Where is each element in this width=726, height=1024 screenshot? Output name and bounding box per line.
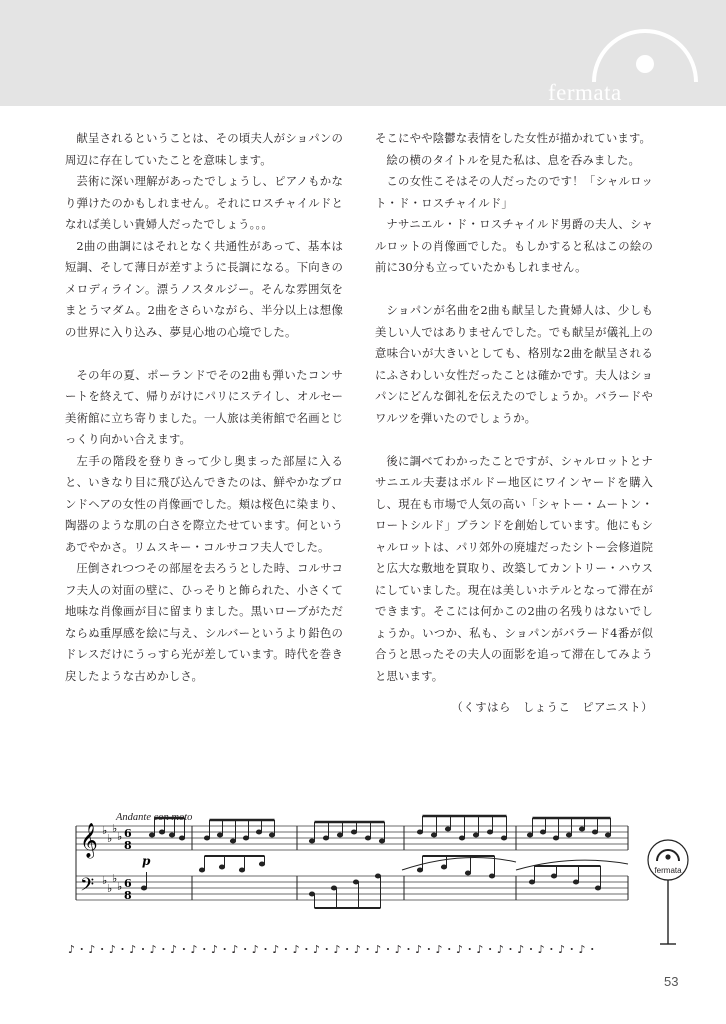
- paragraph: この女性こそはその人だったのです！「シャルロット・ド・ロスチャイルド」: [375, 174, 653, 210]
- tempo-marking: Andante con moto: [116, 812, 193, 823]
- key-signature: [102, 822, 122, 895]
- paragraph-gap: [375, 429, 653, 451]
- svg-text:♭: ♭: [107, 882, 113, 895]
- paragraph: 左手の階段を登りきって少し奥まった部屋に入ると、いきなり目に飛び込んできたのは、鮮やかなブロンドヘアの女性の肖像画でした。頬は桜色に染まり、陶器のような肌の白さを際立たせています。何というあでやかさ。リムスキー・コルサコフ夫人でした。: [65, 453, 343, 554]
- fermata-dot-icon: [665, 854, 670, 859]
- time-signature: [124, 827, 132, 902]
- page-number: 53: [664, 974, 679, 989]
- paragraph: 芸術に深い理解があったでしょうし、ピアノもかなり弾けたのかもしれません。それにロスチャイルドとなれば美しい貴婦人だったでしょう。。。: [65, 174, 343, 231]
- treble-clef-icon: 𝄞: [80, 823, 98, 858]
- bass-clef-icon: 𝄢: [80, 875, 95, 900]
- paragraph: ショパンが名曲を2曲も献呈した貴婦人は、少しも美しい人ではありませんでした。でも献呈が儀礼上の意味合いが大きいとしても、格別な2曲を献呈されるにふさわしい女性だったことは確かです。夫人はショパンにどんな御礼を伝えたのでしょうか。バラードやワルツを弾いたのでしょうか。: [375, 303, 653, 425]
- fermata-badge: [646, 838, 690, 948]
- svg-text:8: 8: [124, 839, 132, 852]
- dynamic-marking: p: [142, 854, 151, 868]
- paragraph: 献呈されるということは、その頃夫人がショパンの周辺に存在していたことを意味します。: [65, 131, 343, 167]
- paragraph-gap: [65, 343, 343, 365]
- svg-text:♭: ♭: [112, 872, 118, 885]
- slurs: [402, 858, 628, 871]
- svg-text:♭: ♭: [117, 830, 123, 843]
- svg-text:♭: ♭: [117, 880, 123, 893]
- article-column-right: [375, 128, 653, 719]
- paragraph: 圧倒されつつその部屋を去ろうとした時、コルサコフ夫人の対面の壁に、ひっそりと飾られた、小さくて地味な肖像画が目に留まりました。黒いローブがただならぬ重厚感を絵に与え、シルバーというより鉛色のドレスだけにうっすら光が差しています。時代を巻き戻したような古めかしさ。: [65, 561, 343, 683]
- article-column-left: [65, 128, 343, 687]
- fermata-badge-label: fermata: [654, 866, 682, 875]
- treble-notes: [149, 816, 610, 843]
- author-signature: （くすはら しょうこ ピアニスト）: [451, 700, 653, 714]
- paragraph: ナサニエル・ド・ロスチャイルド男爵の夫人、シャルロットの肖像画でした。もしかすると私はこの絵の前に30分も立っていたかもしれません。: [375, 217, 653, 274]
- svg-text:8: 8: [124, 889, 132, 902]
- svg-text:♭: ♭: [102, 824, 108, 837]
- svg-text:♭: ♭: [102, 874, 108, 887]
- paragraph-gap: [375, 279, 653, 301]
- fermata-dot-icon: [636, 55, 654, 73]
- music-score: [72, 810, 632, 915]
- paragraph: 2曲の曲調にはそれとなく共通性があって、基本は短調、そして薄日が差すように長調になる。下向きのメロディライン。漂うノスタルジー。そんな雰囲気をまとうマダム。2曲をさらいながら、半分以上は想像の世界に入り込み、夢見心地の心境でした。: [65, 238, 343, 339]
- svg-text:♭: ♭: [112, 822, 118, 835]
- svg-text:6: 6: [124, 877, 132, 890]
- paragraph: その年の夏、ポーランドでその2曲も弾いたコンサートを終えて、帰りがけにパリにステイし、オルセー美術館に立ち寄りました。一人旅は美術館で名画とじっくり向かい合えます。: [65, 367, 343, 446]
- paragraph: そこにやや陰鬱な表情をした女性が描かれています。: [375, 131, 652, 145]
- paragraph: 後に調べてわかったことですが、シャルロットとナサニエル夫妻はボルドー地区にワインヤードを購入し、現在も市場で人気の高い「シャトー・ムートン・ロートシルド」ブランドを創始しています。他にもシャルロットは、パリ郊外の廃墟だったシトー会修道院と広大な敷地を買取り、改築してカントリー・ハウスにしていました。現在は美しいホテルとなって滞在ができます。そこには何かこの2曲の名残りはないでしょうか。いつか、私も、ショパンがバラード4番が似合うと思ったその夫人の面影を追って滞在してみようと思います。: [375, 453, 653, 683]
- paragraph: 絵の横のタイトルを見た私は、息を呑みました。: [386, 152, 641, 167]
- eighth-notes-divider: ♪・♪・♪・♪・♪・♪・♪・♪・♪・♪・♪・♪・♪・♪・♪・♪・♪・♪・♪・♪・♪・♪・♪・♪・♪・♪・: [68, 943, 599, 956]
- svg-text:♭: ♭: [107, 832, 113, 845]
- brand-title: fermata: [548, 80, 622, 105]
- svg-text:6: 6: [124, 827, 132, 840]
